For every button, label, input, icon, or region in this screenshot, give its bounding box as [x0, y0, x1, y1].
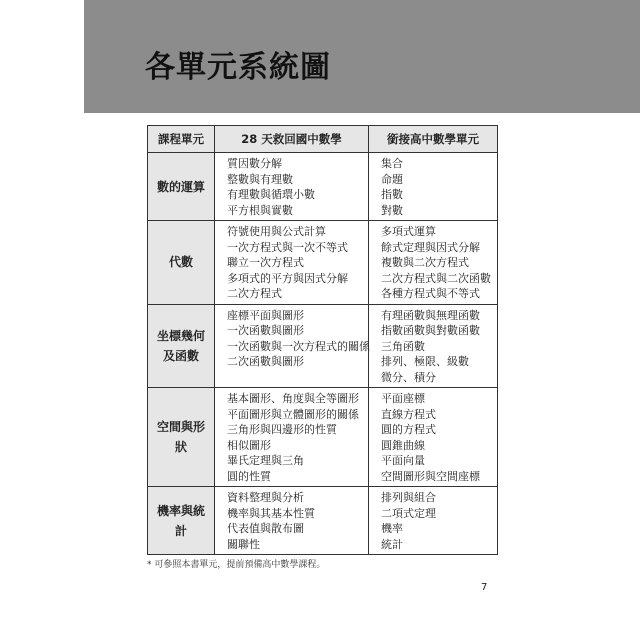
list-item: 二項式定理 — [381, 506, 436, 520]
list-item: 二次方程式與二次函數 — [381, 271, 491, 285]
senior-topics — [369, 304, 498, 388]
list-item: 質因數分解 — [227, 157, 282, 170]
senior-topics — [369, 221, 498, 305]
page-title: 各單元系統圖 — [145, 50, 331, 85]
list-item: 集合 — [381, 157, 403, 170]
junior-topics — [215, 304, 369, 388]
list-item: 相似圖形 — [227, 438, 271, 452]
curriculum-table — [147, 125, 498, 555]
list-item: 符號使用與公式計算 — [227, 225, 326, 238]
list-item: 基本圖形、角度與全等圖形 — [227, 392, 359, 405]
junior-topics — [215, 153, 369, 221]
list-item: 對數 — [381, 203, 403, 217]
table-row — [148, 304, 498, 388]
list-item: 座標平面與圖形 — [227, 308, 304, 322]
list-item: 命題 — [381, 172, 403, 186]
list-item: 畢氏定理與三角 — [227, 454, 304, 467]
list-item: 排列與組合 — [381, 491, 436, 504]
list-item: 直線方程式 — [381, 407, 436, 421]
list-item: 指數 — [381, 188, 403, 201]
list-item: 有理函數與無理函數 — [381, 308, 480, 322]
list-item: 關聯性 — [227, 537, 260, 551]
list-item: 二次函數與圖形 — [227, 355, 304, 368]
list-item: 整數與有理數 — [227, 172, 293, 186]
unit-cell — [148, 304, 215, 388]
list-item: 聯立一次方程式 — [227, 256, 304, 269]
list-item: 平方根與實數 — [227, 203, 293, 217]
list-item: 多項式的平方與因式分解 — [227, 271, 348, 285]
header-unit: 課程單元 — [148, 126, 215, 153]
footnote: * 可參照本書單元，提前預備高中數學課程。 — [147, 560, 326, 570]
page-number: 7 — [481, 582, 488, 593]
table-row — [148, 487, 498, 555]
list-item: 多項式運算 — [381, 225, 436, 238]
list-item: 圓錐曲線 — [381, 438, 425, 452]
list-item: 三角形與四邊形的性質 — [227, 423, 337, 436]
table-header-row — [148, 126, 498, 153]
list-item: 有理數與循環小數 — [227, 188, 315, 201]
unit-cell: 機率與統計 — [148, 487, 215, 555]
junior-topics — [215, 221, 369, 305]
unit-label-line: 及函數 — [162, 348, 199, 363]
list-item: 三角函數 — [381, 339, 425, 353]
list-item: 空間圖形與空間座標 — [381, 469, 480, 483]
list-item: 平面向量 — [381, 454, 425, 467]
junior-topics — [215, 388, 369, 487]
list-item: 圓的方程式 — [381, 423, 436, 436]
header-junior: 28 天救回國中數學 — [215, 126, 369, 153]
list-item: 機率 — [381, 522, 403, 535]
list-item: 圓的性質 — [227, 469, 271, 483]
unit-cell: 空間與形狀 — [148, 388, 215, 487]
senior-topics — [369, 487, 498, 555]
list-item: 指數函數與對數函數 — [381, 324, 480, 337]
unit-cell: 數的運算 — [148, 153, 215, 221]
senior-topics — [369, 388, 498, 487]
list-item: 餘式定理與因式分解 — [381, 240, 480, 254]
header-senior: 銜接高中數學單元 — [369, 126, 498, 153]
list-item: 平面圖形與立體圖形的關係 — [227, 407, 359, 421]
list-item: 各種方程式與不等式 — [381, 287, 480, 300]
list-item: 微分、積分 — [381, 370, 436, 384]
table-row — [148, 221, 498, 305]
list-item: 一次方程式與一次不等式 — [227, 240, 348, 254]
list-item: 平面座標 — [381, 392, 425, 405]
senior-topics — [369, 153, 498, 221]
table-row — [148, 153, 498, 221]
list-item: 複數與二次方程式 — [381, 256, 469, 269]
junior-topics — [215, 487, 369, 555]
list-item: 排列、極限、級數 — [381, 355, 469, 368]
unit-cell: 代數 — [148, 221, 215, 305]
list-item: 資料整理與分析 — [227, 491, 304, 504]
list-item: 統計 — [381, 537, 403, 551]
list-item: 一次函數與圖形 — [227, 324, 304, 337]
list-item: 二次方程式 — [227, 287, 282, 300]
list-item: 機率與其基本性質 — [227, 506, 315, 520]
list-item: 一次函數與一次方程式的關係 — [227, 339, 370, 353]
list-item: 代表值與散布圖 — [227, 522, 304, 535]
unit-label-line: 坐標幾何 — [156, 328, 205, 343]
table-row — [148, 388, 498, 487]
